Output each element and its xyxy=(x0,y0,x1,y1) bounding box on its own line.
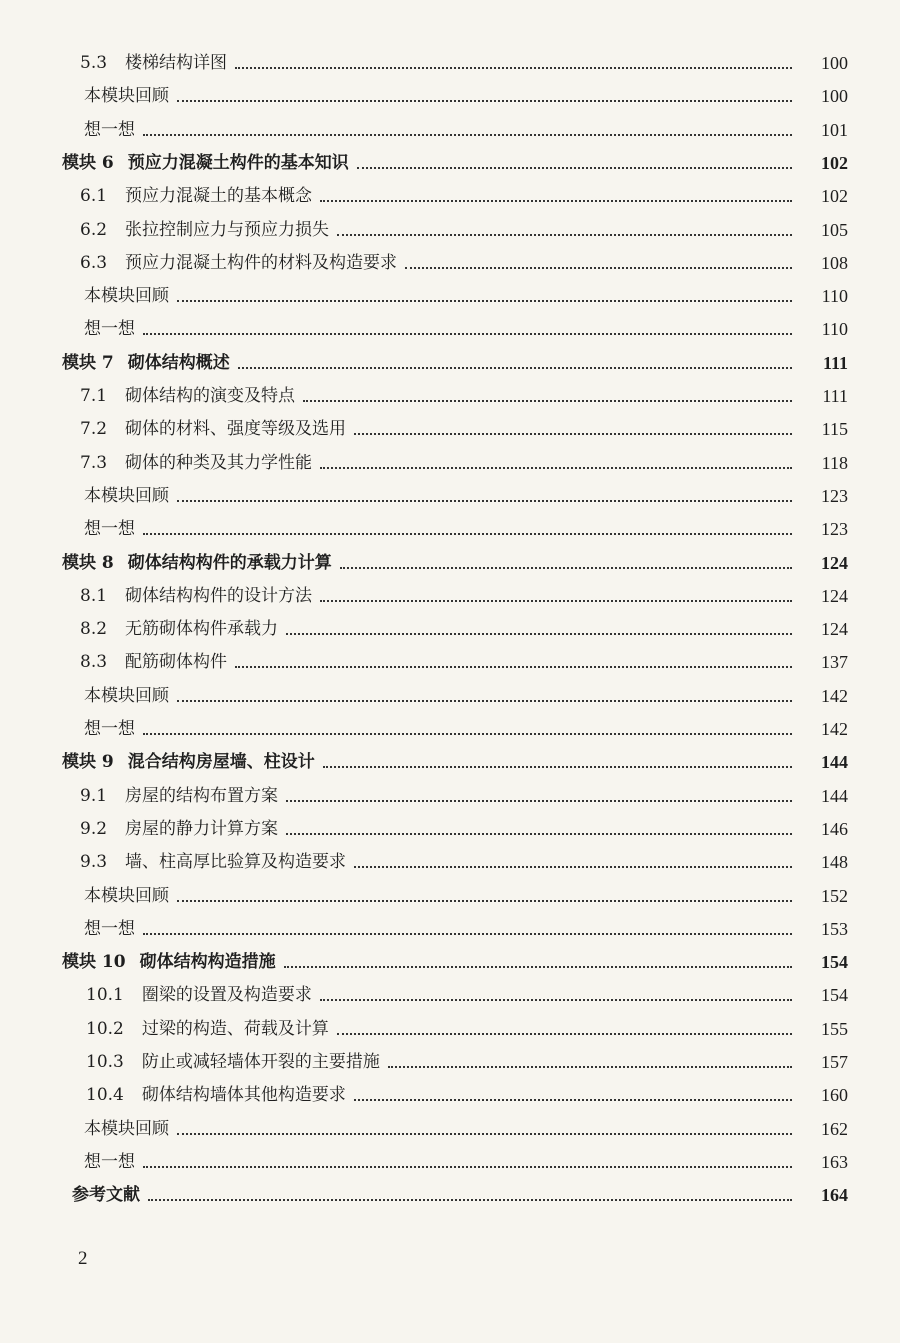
toc-entry xyxy=(0,677,900,707)
toc-entry-number: 8.3 xyxy=(80,652,108,673)
toc-section-entry xyxy=(0,410,900,440)
toc-entry-page: 144 xyxy=(821,785,848,806)
toc-entry-number: 7.1 xyxy=(80,386,108,406)
toc-entry-page: 100 xyxy=(821,53,848,73)
toc-entry-title: 砌体结构的演变及特点 xyxy=(125,386,296,406)
toc-section-entry xyxy=(0,843,900,873)
dot-leader xyxy=(340,567,792,569)
toc-entry-page: 124 xyxy=(821,552,848,573)
toc-entry-number: 模块 9 xyxy=(62,752,114,773)
toc-entry-number: 6.3 xyxy=(80,252,108,273)
toc-entry-number: 模块 8 xyxy=(62,552,114,573)
toc-module-entry xyxy=(0,743,900,773)
toc-module-entry xyxy=(0,344,900,374)
toc-entry-page: 155 xyxy=(821,1018,848,1039)
toc-entry-title: 过梁的构造、荷载及计算 xyxy=(141,1018,329,1039)
dot-leader xyxy=(388,1066,792,1068)
dot-leader xyxy=(177,100,792,102)
toc-entry-title: 无筋砌体构件承载力 xyxy=(125,619,279,640)
dot-leader xyxy=(143,733,792,735)
dot-leader xyxy=(286,800,792,802)
toc-entry-number: 10.2 xyxy=(86,1018,124,1039)
toc-entry-title: 混合结构房屋墙、柱设计 xyxy=(127,752,315,773)
dot-leader xyxy=(354,866,792,868)
toc-entry xyxy=(0,77,900,107)
toc-section-entry xyxy=(0,211,900,241)
toc-entry-page: 115 xyxy=(821,419,848,440)
toc-entry-number: 10.1 xyxy=(86,985,124,1006)
dot-leader xyxy=(177,300,792,302)
toc-module-entry xyxy=(0,544,900,574)
toc-section-entry xyxy=(0,177,900,207)
toc-entry-page: 111 xyxy=(822,352,848,373)
toc-entry-page: 110 xyxy=(821,319,848,340)
toc-entry-page: 162 xyxy=(821,1118,848,1139)
toc-entry-page: 148 xyxy=(821,852,848,873)
toc-entry-number: 模块 7 xyxy=(62,352,114,373)
toc-entry xyxy=(0,277,900,307)
toc-entry-number: 9.3 xyxy=(80,852,108,873)
toc-entry-page: 146 xyxy=(821,818,848,839)
dot-leader xyxy=(143,134,792,136)
toc-entry-page: 144 xyxy=(821,752,848,773)
toc-entry-page: 152 xyxy=(821,885,848,906)
toc-module-entry xyxy=(0,144,900,174)
toc-entry-page: 164 xyxy=(821,1185,848,1206)
dot-leader xyxy=(177,900,792,902)
toc-section-entry xyxy=(0,777,900,807)
toc-section-entry xyxy=(0,1043,900,1073)
dot-leader xyxy=(405,267,792,269)
dot-leader xyxy=(337,1033,792,1035)
toc-entry-title: 想一想 xyxy=(84,918,135,939)
toc-entry-page: 124 xyxy=(821,585,848,606)
toc-entry-page: 102 xyxy=(821,152,848,173)
toc-section-entry xyxy=(0,810,900,840)
toc-module-entry xyxy=(0,943,900,973)
toc-entry-number: 9.1 xyxy=(80,785,108,806)
toc-entry-title: 张拉控制应力与预应力损失 xyxy=(125,219,330,240)
toc-entry-page: 111 xyxy=(822,386,848,406)
dot-leader xyxy=(177,700,792,702)
toc-entry-title: 房屋的静力计算方案 xyxy=(125,818,279,839)
toc-entry-number: 10.4 xyxy=(86,1085,124,1106)
toc-section-entry xyxy=(0,610,900,640)
dot-leader xyxy=(320,600,792,602)
toc-entry-title: 本模块回顾 xyxy=(84,685,169,706)
toc-entry-title: 参考文献 xyxy=(72,1185,140,1206)
toc-entry-title: 本模块回顾 xyxy=(84,86,169,107)
toc-entry xyxy=(0,877,900,907)
toc-entry-title: 想一想 xyxy=(84,119,135,140)
toc-section-entry xyxy=(0,643,900,673)
toc-entry-title: 想一想 xyxy=(84,719,135,739)
toc-module-entry xyxy=(0,1176,900,1206)
toc-entry xyxy=(0,111,900,141)
toc-entry-page: 123 xyxy=(821,485,848,506)
toc-section-entry xyxy=(0,577,900,607)
dot-leader xyxy=(177,1133,792,1135)
toc-entry-title: 本模块回顾 xyxy=(84,885,169,906)
toc-entry-number: 6.1 xyxy=(80,186,108,207)
toc-entry-title: 砌体结构墙体其他构造要求 xyxy=(141,1085,346,1106)
toc-entry-title: 本模块回顾 xyxy=(84,485,169,506)
toc-entry-title: 砌体的材料、强度等级及选用 xyxy=(125,419,347,440)
toc-entry-page: 160 xyxy=(821,1085,848,1106)
toc-entry-title: 砌体结构构件的设计方法 xyxy=(125,585,313,606)
toc-entry-title: 防止或减轻墙体开裂的主要措施 xyxy=(141,1052,380,1072)
dot-leader xyxy=(320,999,792,1001)
dot-leader xyxy=(337,234,792,236)
toc-entry xyxy=(0,477,900,507)
toc-entry-page: 137 xyxy=(821,652,848,673)
toc-entry-page: 142 xyxy=(821,719,848,739)
toc-entry-number: 模块 6 xyxy=(62,152,114,173)
toc-entry-number: 7.2 xyxy=(80,419,108,440)
dot-leader xyxy=(320,200,792,202)
toc-entry-page: 153 xyxy=(821,918,848,939)
toc-entry-page: 108 xyxy=(821,252,848,273)
toc-entry-page: 100 xyxy=(821,86,848,107)
toc-entry-title: 预应力混凝土构件的材料及构造要求 xyxy=(125,252,398,273)
dot-leader xyxy=(143,333,792,335)
toc-entry-page: 110 xyxy=(821,286,848,307)
dot-leader xyxy=(323,766,792,768)
page-number: 2 xyxy=(78,1248,88,1269)
toc-entry xyxy=(0,910,900,940)
toc-entry-page: 105 xyxy=(821,219,848,240)
toc-entry-title: 砌体结构构件的承载力计算 xyxy=(127,552,332,573)
toc-entry-title: 预应力混凝土的基本概念 xyxy=(125,186,313,207)
dot-leader xyxy=(235,666,792,668)
toc-entry-title: 墙、柱高厚比验算及构造要求 xyxy=(125,852,347,873)
dot-leader xyxy=(177,500,792,502)
toc-entry-number: 6.2 xyxy=(80,219,108,240)
dot-leader xyxy=(148,1199,792,1201)
toc-entry xyxy=(0,1143,900,1173)
toc-section-entry xyxy=(0,1076,900,1106)
toc-entry xyxy=(0,1110,900,1140)
toc-entry-page: 124 xyxy=(821,619,848,640)
toc-entry-page: 118 xyxy=(821,452,848,473)
toc-entry-title: 房屋的结构布置方案 xyxy=(125,785,279,806)
toc-entry-title: 砌体结构概述 xyxy=(127,352,230,373)
toc-entry-number: 模块 10 xyxy=(62,952,126,973)
toc-section-entry xyxy=(0,244,900,274)
dot-leader xyxy=(354,433,792,435)
toc-section-entry xyxy=(0,1010,900,1040)
toc-entry-page: 102 xyxy=(821,186,848,207)
toc-entry-page: 163 xyxy=(821,1151,848,1172)
toc-entry-title: 楼梯结构详图 xyxy=(125,53,228,73)
toc-entry-title: 砌体结构构造措施 xyxy=(139,952,276,973)
toc-entry-title: 圈梁的设置及构造要求 xyxy=(141,985,312,1006)
toc-entry-page: 123 xyxy=(821,519,848,540)
toc-entry-title: 预应力混凝土构件的基本知识 xyxy=(127,152,349,173)
dot-leader xyxy=(143,933,792,935)
toc-section-entry xyxy=(0,976,900,1006)
toc-entry xyxy=(0,710,900,740)
toc-entry-number: 7.3 xyxy=(80,452,108,473)
toc-entry xyxy=(0,510,900,540)
toc-entry-title: 想一想 xyxy=(84,1151,135,1172)
toc-entry-page: 154 xyxy=(821,985,848,1006)
toc-section-entry xyxy=(0,44,900,74)
dot-leader xyxy=(284,966,792,968)
toc-entry-page: 157 xyxy=(821,1052,848,1072)
toc-section-entry xyxy=(0,377,900,407)
toc-entry-number: 8.1 xyxy=(80,585,108,606)
toc-entry-number: 5.3 xyxy=(80,53,108,73)
toc-entry-title: 想一想 xyxy=(84,319,135,340)
dot-leader xyxy=(286,833,792,835)
toc-entry-number: 10.3 xyxy=(86,1052,124,1072)
toc-entry-title: 本模块回顾 xyxy=(84,1118,169,1139)
dot-leader xyxy=(143,1166,792,1168)
toc-entry-title: 砌体的种类及其力学性能 xyxy=(125,452,313,473)
toc-section-entry xyxy=(0,444,900,474)
toc-entry-number: 9.2 xyxy=(80,818,108,839)
dot-leader xyxy=(357,167,792,169)
dot-leader xyxy=(354,1099,792,1101)
dot-leader xyxy=(143,533,792,535)
toc-entry-title: 配筋砌体构件 xyxy=(125,652,228,673)
toc-entry xyxy=(0,310,900,340)
toc-entry-title: 本模块回顾 xyxy=(84,286,169,307)
dot-leader xyxy=(303,400,792,402)
toc-entry-title: 想一想 xyxy=(84,519,135,540)
toc-entry-page: 142 xyxy=(821,685,848,706)
toc-entry-page: 154 xyxy=(821,952,848,973)
dot-leader xyxy=(238,367,792,369)
dot-leader xyxy=(286,633,792,635)
toc-entry-number: 8.2 xyxy=(80,619,108,640)
toc-entry-page: 101 xyxy=(821,119,848,140)
dot-leader xyxy=(235,67,792,69)
dot-leader xyxy=(320,467,792,469)
